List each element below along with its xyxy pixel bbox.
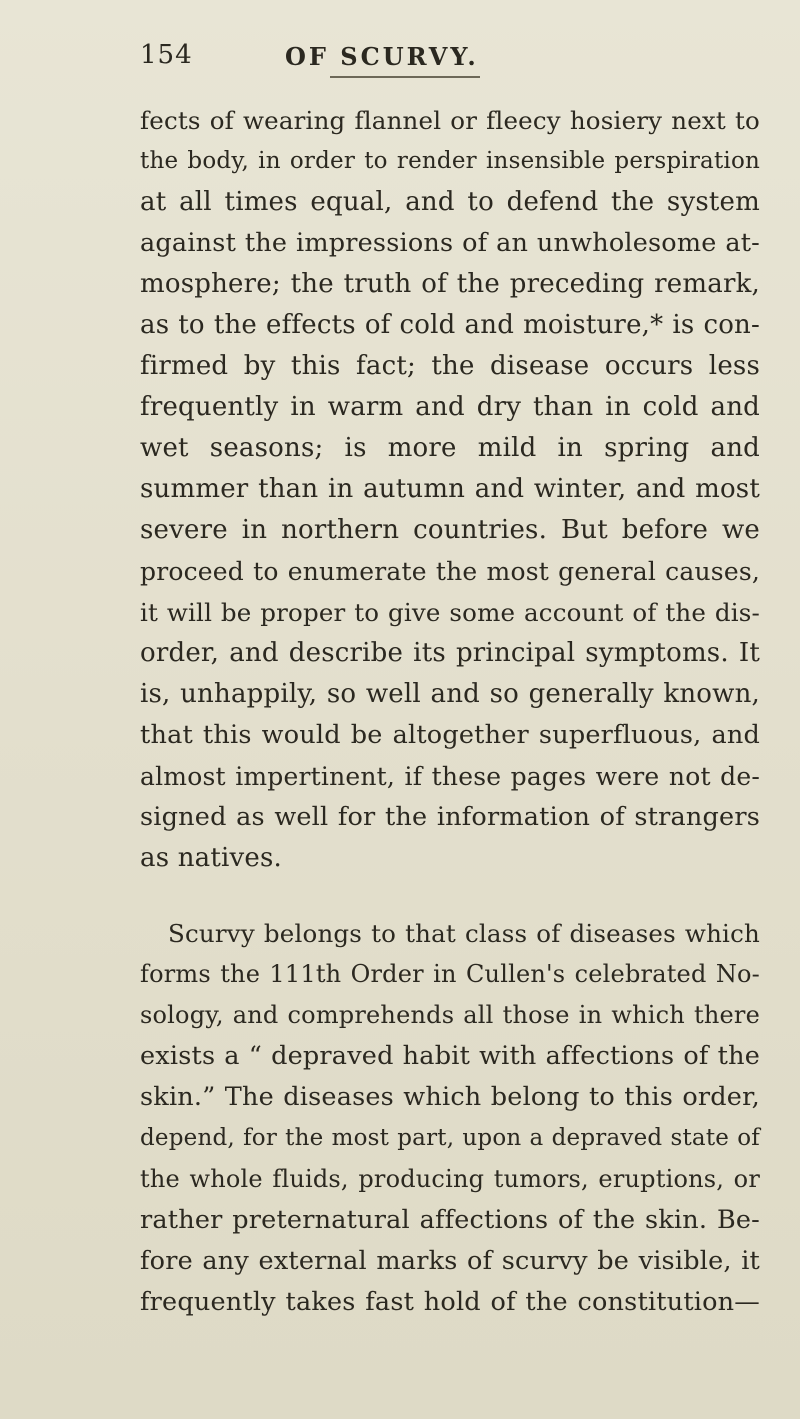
text-line: summer than in autumn and winter, and most (140, 474, 760, 504)
text-line: severe in northern countries. But before we (140, 515, 760, 545)
text-line: at all times equal, and to defend the system (140, 187, 760, 217)
page-number: 154 (140, 40, 193, 70)
body-text (140, 100, 760, 1323)
paragraph-gap (140, 879, 760, 913)
text-line: as natives. (140, 843, 283, 873)
text-line: fore any external marks of scurvy be visible, it (140, 1246, 760, 1276)
text-line: skin.” The diseases which belong to this order, (140, 1082, 760, 1112)
text-line: the whole fluids, producing tumors, eruptions, or (140, 1165, 760, 1193)
text-line: sology, and comprehends all those in which there (140, 1001, 760, 1029)
text-line: exists a “ depraved habit with affections of the (140, 1041, 760, 1071)
text-line: order, and describe its principal symptoms. It (140, 638, 760, 668)
text-line: mosphere; the truth of the preceding remark, (140, 269, 760, 299)
text-line: wet seasons; is more mild in spring and (140, 433, 760, 463)
text-line: fects of wearing flannel or fleecy hosiery next to (140, 106, 760, 135)
paragraph-1 (140, 100, 760, 879)
running-head (0, 40, 800, 80)
text-line: is, unhappily, so well and so generally known, (140, 679, 760, 709)
text-line: almost impertinent, if these pages were not de- (140, 762, 760, 791)
text-line: frequently takes fast hold of the constitution— (140, 1287, 760, 1317)
header-rule (330, 76, 480, 78)
text-line: rather preternatural affections of the skin. Be- (140, 1205, 760, 1235)
text-line: Scurvy belongs to that class of diseases which (168, 919, 760, 948)
text-line: against the impressions of an unwholesome at- (140, 228, 760, 258)
text-line: signed as well for the information of strangers (140, 802, 760, 832)
text-line: the body, in order to render insensible perspiration (140, 148, 760, 174)
text-line: forms the 111th Order in Cullen's celebrated No- (140, 960, 760, 988)
text-line: that this would be altogether superfluous, and (140, 720, 760, 750)
text-line: as to the effects of cold and moisture,* is con- (140, 310, 760, 340)
text-line: depend, for the most part, upon a depraved state of (140, 1125, 760, 1151)
text-line: it will be proper to give some account of the dis- (140, 598, 760, 627)
text-line: frequently in warm and dry than in cold and (140, 392, 760, 422)
text-line: firmed by this fact; the disease occurs less (140, 351, 760, 381)
text-line: proceed to enumerate the most general causes, (140, 557, 760, 586)
paragraph-2 (140, 913, 760, 1323)
running-title: OF SCURVY. (285, 42, 479, 71)
